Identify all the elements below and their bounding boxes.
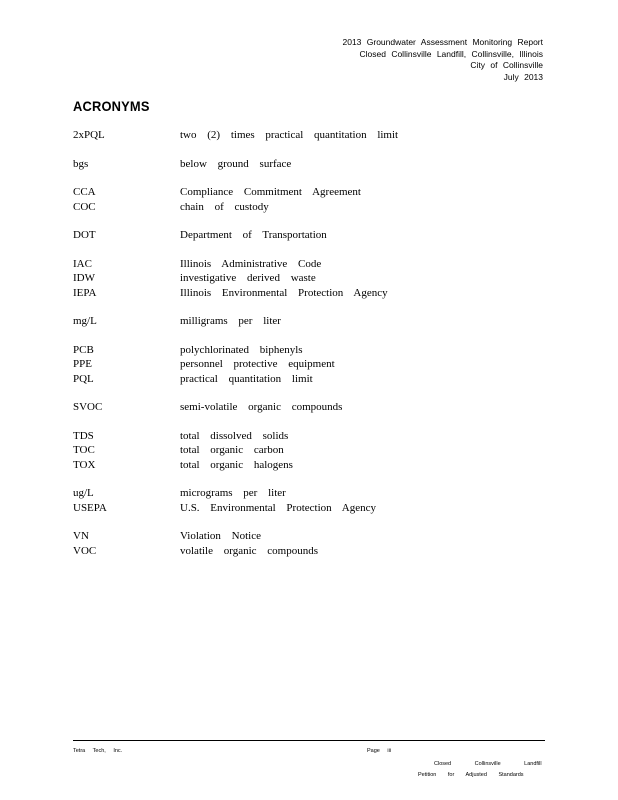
acronym-group (73, 185, 493, 214)
acronym-group (73, 486, 493, 515)
acronym-definition: Illinois Administrative Code (180, 257, 322, 270)
acronym-definition: two (2) times practical quantitation limit (180, 129, 399, 141)
acronym-row (73, 529, 493, 544)
acronym-abbreviation: USEPA (73, 501, 107, 514)
acronym-definition: below ground surface (180, 157, 292, 170)
acronym-definition: total dissolved solids (180, 429, 289, 442)
acronym-abbreviation: PPE (73, 358, 92, 370)
acronym-abbreviation: TOC (73, 444, 95, 456)
acronym-abbreviation: COC (73, 200, 96, 213)
footer-divider (73, 740, 545, 741)
acronym-list (73, 128, 493, 572)
acronym-definition: total organic halogens (180, 458, 293, 471)
acronym-row (73, 128, 493, 143)
acronym-abbreviation: VN (73, 530, 89, 542)
acronym-definition: polychlorinated biphenyls (180, 343, 303, 356)
acronym-group (73, 429, 493, 473)
acronym-definition: Department of Transportation (180, 229, 327, 241)
acronym-definition: personnel protective equipment (180, 358, 335, 370)
acronym-abbreviation: TOX (73, 458, 96, 471)
acronym-abbreviation: ug/L (73, 487, 94, 499)
acronym-row (73, 372, 493, 387)
acronym-abbreviation: IAC (73, 257, 92, 270)
acronym-group (73, 400, 493, 415)
acronym-row (73, 343, 493, 358)
acronym-definition: Compliance Commitment Agreement (180, 186, 361, 198)
acronym-group (73, 128, 493, 143)
acronym-definition: Illinois Environmental Protection Agency (180, 286, 388, 299)
header-line-1: 2013 Groundwater Assessment Monitoring Report (342, 37, 543, 47)
acronym-abbreviation: IEPA (73, 286, 97, 299)
acronym-group (73, 343, 493, 387)
acronym-row (73, 486, 493, 501)
acronym-row (73, 200, 493, 215)
acronym-abbreviation: IDW (73, 272, 95, 284)
acronym-row (73, 286, 493, 301)
acronym-definition: volatile organic compounds (180, 544, 318, 557)
running-header (342, 37, 543, 83)
acronym-definition: U.S. Environmental Protection Agency (180, 501, 376, 514)
acronym-abbreviation: bgs (73, 157, 89, 170)
acronym-row (73, 544, 493, 559)
acronym-row (73, 157, 493, 172)
acronym-group (73, 529, 493, 558)
footer-project-line-2: Petition for Adjusted Standards (418, 772, 524, 778)
acronym-definition: milligrams per liter (180, 315, 281, 327)
acronym-row (73, 314, 493, 329)
acronym-abbreviation: VOC (73, 544, 97, 557)
acronym-abbreviation: SVOC (73, 401, 103, 413)
header-line-2: Closed Collinsville Landfill, Collinsville, Illinois (359, 48, 543, 59)
acronym-row (73, 185, 493, 200)
acronym-definition: practical quantitation limit (180, 372, 313, 385)
acronym-row (73, 357, 493, 372)
acronym-definition: semi-volatile organic compounds (180, 401, 343, 413)
acronym-abbreviation: PQL (73, 372, 94, 385)
acronym-group (73, 257, 493, 301)
footer-page-number: Page iii (367, 748, 392, 754)
acronym-group (73, 314, 493, 329)
acronym-abbreviation: TDS (73, 429, 94, 442)
acronym-definition: chain of custody (180, 200, 269, 213)
acronym-group (73, 157, 493, 172)
acronym-abbreviation: CCA (73, 186, 96, 198)
footer-company: Tetra Tech, Inc. (73, 748, 123, 754)
acronym-abbreviation: DOT (73, 229, 96, 241)
acronym-row (73, 400, 493, 415)
page-title: ACRONYMS (73, 98, 150, 114)
header-line-4: July 2013 (503, 71, 543, 82)
acronym-definition: investigative derived waste (180, 272, 316, 284)
acronym-definition: micrograms per liter (180, 487, 286, 499)
footer-project-line-1: Closed Collinsville Landfill (434, 761, 542, 767)
acronym-row (73, 228, 493, 243)
acronym-row (73, 458, 493, 473)
acronym-group (73, 228, 493, 243)
acronym-row (73, 271, 493, 286)
acronym-row (73, 501, 493, 516)
acronym-abbreviation: PCB (73, 343, 94, 356)
acronym-row (73, 429, 493, 444)
acronym-row (73, 257, 493, 272)
acronym-definition: Violation Notice (180, 530, 261, 542)
acronym-definition: total organic carbon (180, 444, 284, 456)
acronym-abbreviation: mg/L (73, 315, 97, 327)
header-line-3: City of Collinsville (470, 60, 543, 70)
acronym-abbreviation: 2xPQL (73, 129, 105, 141)
acronym-row (73, 443, 493, 458)
